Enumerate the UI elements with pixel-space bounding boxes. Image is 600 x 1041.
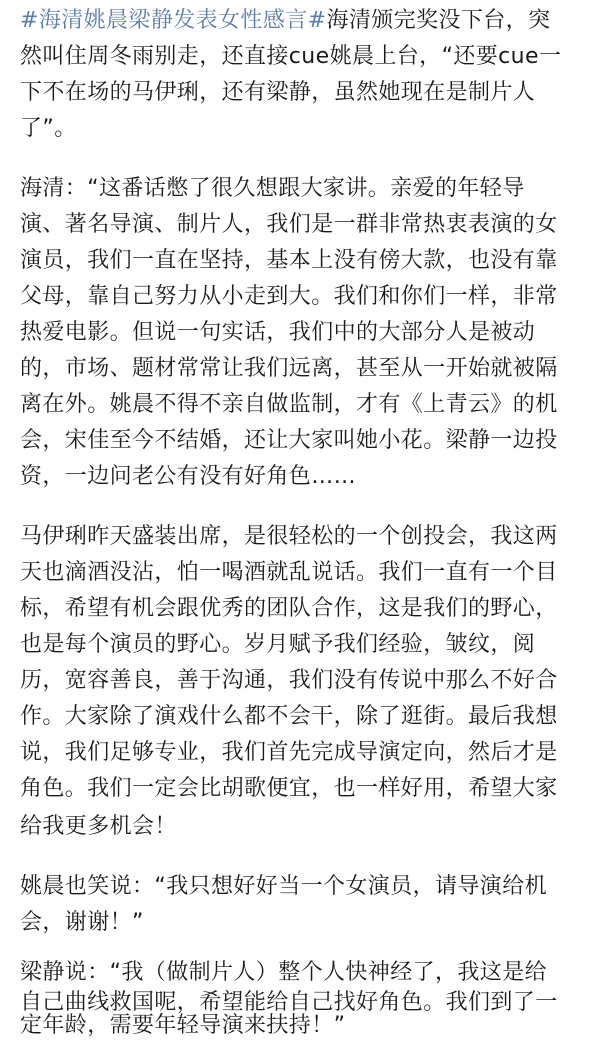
yaochen-line-1: 姚晨也笑说：“我只想好好当一个女演员，请导演给机	[20, 874, 547, 899]
mayili-line-5: 历，宽容善良，善于沟通，我们没有传说中那么不好合	[20, 668, 558, 693]
haiqing-line-6: 的，市场、题材常常让我们远离，甚至从一开始就被隔	[20, 356, 558, 381]
haiqing-line-3: 演员，我们一直在坚持，基本上没有傍大款，也没有靠	[20, 248, 558, 273]
haiqing-line-9: 资，一边问老公有没有好角色……	[20, 464, 357, 489]
intro-line-4: 了”。	[20, 116, 77, 141]
yaochen-line-2: 会，谢谢！”	[20, 910, 144, 935]
mayili-line-1: 马伊琍昨天盛装出席，是很轻松的一个创投会，我这两	[20, 524, 558, 549]
hashtag-link[interactable]: #海清姚晨梁静发表女性感言#	[20, 8, 327, 33]
mayili-line-8: 角色。我们一定会比胡歌便宜，也一样好用，希望大家	[20, 776, 558, 801]
intro-text-1: 海清颁完奖没下台，突	[326, 8, 551, 33]
mayili-line-2: 天也滴酒没沾，怕一喝酒就乱说话。我们一直有一个目	[20, 560, 558, 585]
haiqing-line-2: 演、著名导演、制片人，我们是一群非常热衷表演的女	[20, 212, 558, 237]
mayili-line-4: 也是每个演员的野心。岁月赋予我们经验，皱纹，阅	[20, 632, 536, 657]
liangjing-line-2: 自己曲线救国呢，希望能给自己找好角色。我们到了一	[20, 990, 558, 1015]
haiqing-line-1: 海清：“这番话憋了很久想跟大家讲。亲爱的年轻导	[20, 176, 525, 201]
intro-line-1	[20, 6, 550, 36]
mayili-line-9: 给我更多机会！	[20, 814, 177, 839]
haiqing-line-8: 会，宋佳至今不结婚，还让大家叫她小花。梁静一边投	[20, 428, 558, 453]
mayili-line-6: 作。大家除了演戏什么都不会干，除了逛街。最后我想	[20, 704, 558, 729]
haiqing-line-4: 父母，靠自己努力从小走到大。我们和你们一样，非常	[20, 284, 558, 309]
liangjing-line-3: 定年龄，需要年轻导演来扶持！”	[20, 1013, 346, 1038]
intro-line-3: 下不在场的马伊琍，还有梁静，虽然她现在是制片人	[20, 80, 536, 105]
liangjing-line-1: 梁静说：“我（做制片人）整个人快神经了，我这是给	[20, 960, 547, 985]
mayili-line-7: 说，我们足够专业，我们首先完成导演定向，然后才是	[20, 740, 558, 765]
haiqing-line-5: 热爱电影。但说一句实话，我们中的大部分人是被动	[20, 320, 536, 345]
mayili-line-3: 标，希望有机会跟优秀的团队合作，这是我们的野心，	[20, 596, 558, 621]
haiqing-line-7: 离在外。姚晨不得不亲自做监制，才有《上青云》的机	[20, 392, 558, 417]
intro-line-2: 然叫住周冬雨别走，还直接cue姚晨上台，“还要cue一	[20, 44, 562, 69]
